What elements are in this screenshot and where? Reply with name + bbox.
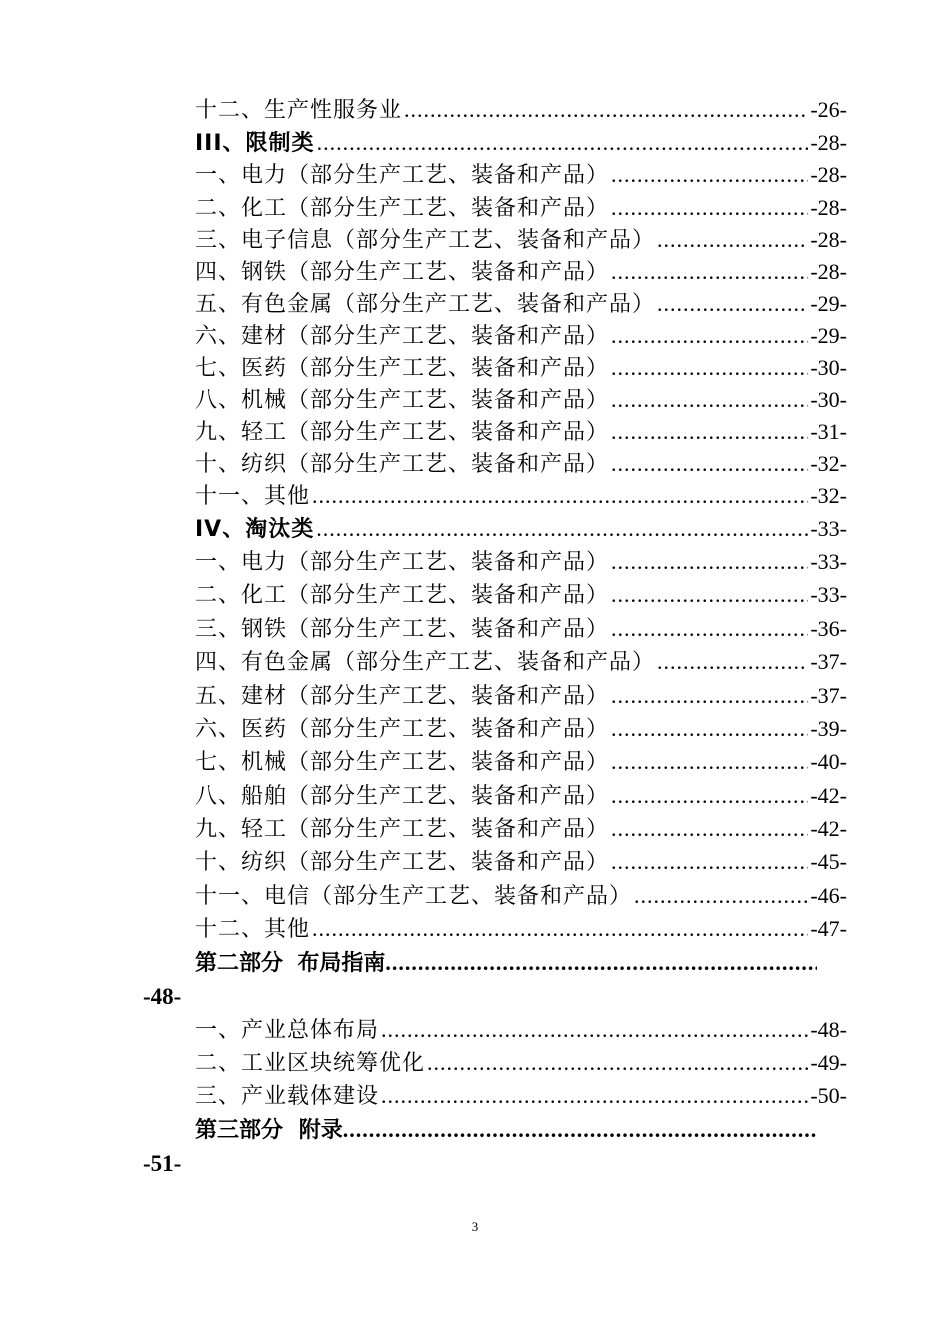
toc-entry[interactable]	[195, 480, 847, 512]
toc-entry-page: -40-	[810, 749, 847, 774]
toc-leader-dots	[427, 1047, 808, 1079]
toc-entry[interactable]	[195, 813, 847, 845]
toc-entry-page: -37-	[810, 683, 847, 708]
toc-leader-dots	[611, 448, 808, 480]
toc-entry[interactable]	[195, 579, 847, 611]
toc-entry-label: 二、工业区块统筹优化	[195, 1051, 426, 1076]
toc-entry-label: 十一、其他	[195, 484, 311, 509]
toc-leader-dots	[312, 913, 808, 945]
toc-leader-dots	[611, 680, 808, 712]
toc-entry-label: 十一、电信（部分生产工艺、装备和产品）	[195, 884, 633, 909]
toc-part-label: 第二部分	[195, 951, 284, 976]
toc-entry-page: -30-	[810, 387, 847, 412]
toc-entry[interactable]	[195, 384, 847, 416]
toc-entry-page: -33-	[810, 549, 847, 574]
toc-entry[interactable]	[195, 352, 847, 384]
toc-entry-page: -37-	[810, 649, 847, 674]
toc-part-heading[interactable]	[195, 946, 817, 980]
toc-entry-page: -47-	[810, 916, 847, 941]
toc-entry-label: 三、电子信息（部分生产工艺、装备和产品）	[195, 228, 656, 253]
toc-entry-label: 四、有色金属（部分生产工艺、装备和产品）	[195, 650, 656, 675]
toc-leader-dots	[385, 946, 817, 980]
toc-entry-page: -46-	[810, 883, 847, 908]
toc-entry-label: 二、化工（部分生产工艺、装备和产品）	[195, 196, 610, 221]
toc-entry-page: -42-	[810, 816, 847, 841]
toc-entry-label: 九、轻工（部分生产工艺、装备和产品）	[195, 420, 610, 445]
toc-entry-page: -42-	[810, 783, 847, 808]
toc-section-heading[interactable]	[195, 513, 847, 545]
toc-entry-page: -49-	[810, 1050, 847, 1075]
toc-leader-dots	[657, 288, 808, 320]
toc-entry[interactable]	[195, 1014, 847, 1046]
toc-leader-dots	[611, 846, 808, 878]
toc-entry[interactable]	[195, 288, 847, 320]
toc-entry-label: 一、产业总体布局	[195, 1018, 380, 1043]
toc-entry-label: 五、建材（部分生产工艺、装备和产品）	[195, 684, 610, 709]
toc-entry[interactable]	[195, 746, 847, 778]
toc-entry-page: -28-	[810, 227, 847, 252]
toc-leader-dots	[611, 256, 808, 288]
toc-entry-page: -28-	[810, 130, 847, 155]
toc-entry-page: -33-	[810, 582, 847, 607]
toc-entry-page: -45-	[810, 849, 847, 874]
toc-leader-dots	[611, 384, 808, 416]
toc-entry-label: 四、钢铁（部分生产工艺、装备和产品）	[195, 260, 610, 285]
toc-part-page: -48-	[143, 984, 182, 1009]
toc-leader-dots	[316, 513, 808, 545]
toc-entry-page: -31-	[810, 419, 847, 444]
toc-leader-dots	[312, 480, 808, 512]
toc-entry[interactable]	[195, 646, 847, 678]
toc-leader-dots	[611, 746, 808, 778]
toc-entry-label: 一、电力（部分生产工艺、装备和产品）	[195, 550, 610, 575]
toc-leader-dots	[381, 1080, 808, 1112]
toc-entry[interactable]	[195, 546, 847, 578]
toc-entry-page: -39-	[810, 716, 847, 741]
toc-entry-label: 十二、生产性服务业	[195, 98, 403, 123]
toc-entry-label: 一、电力（部分生产工艺、装备和产品）	[195, 163, 610, 188]
toc-entry[interactable]	[195, 256, 847, 288]
toc-leader-dots	[657, 646, 808, 678]
toc-entry[interactable]	[195, 1047, 847, 1079]
toc-part-label: 第三部分	[195, 1118, 284, 1143]
toc-leader-dots	[343, 1113, 817, 1147]
toc-entry[interactable]	[195, 680, 847, 712]
toc-entry-page: -28-	[810, 259, 847, 284]
toc-entry-label: III、限制类	[195, 131, 315, 156]
toc-entry-label: 六、医药（部分生产工艺、装备和产品）	[195, 717, 610, 742]
toc-entry-label: 十、纺织（部分生产工艺、装备和产品）	[195, 850, 610, 875]
toc-entry[interactable]	[195, 159, 847, 191]
toc-entry[interactable]	[195, 913, 847, 945]
toc-entry[interactable]	[195, 1080, 847, 1112]
toc-entry-page: -29-	[810, 323, 847, 348]
toc-entry[interactable]	[195, 94, 847, 126]
toc-part-title: 附录	[298, 1118, 343, 1143]
toc-leader-dots	[611, 713, 808, 745]
toc-entry-page: -28-	[810, 162, 847, 187]
toc-entry-page: -26-	[810, 97, 847, 122]
toc-leader-dots	[657, 224, 808, 256]
toc-entry-page: -32-	[810, 451, 847, 476]
toc-leader-dots	[404, 94, 808, 126]
toc-entry[interactable]	[195, 846, 847, 878]
toc-entry-page: -30-	[810, 355, 847, 380]
toc-entry-page: -32-	[810, 483, 847, 508]
toc-entry[interactable]	[195, 448, 847, 480]
toc-leader-dots	[317, 127, 809, 159]
toc-leader-dots	[611, 613, 808, 645]
toc-part-heading[interactable]	[195, 1113, 817, 1147]
toc-entry-label: 十、纺织（部分生产工艺、装备和产品）	[195, 452, 610, 477]
toc-leader-dots	[611, 320, 808, 352]
toc-entry-label: 七、机械（部分生产工艺、装备和产品）	[195, 750, 610, 775]
toc-part-page: -51-	[143, 1151, 182, 1176]
toc-entry-label: 八、船舶（部分生产工艺、装备和产品）	[195, 784, 610, 809]
toc-entry-label: 七、医药（部分生产工艺、装备和产品）	[195, 356, 610, 381]
toc-entry-label: IV、淘汰类	[195, 517, 315, 542]
toc-leader-dots	[611, 546, 808, 578]
toc-entry-label: 八、机械（部分生产工艺、装备和产品）	[195, 388, 610, 413]
toc-entry[interactable]	[195, 713, 847, 745]
toc-entry-page: -48-	[810, 1017, 847, 1042]
toc-entry-label: 六、建材（部分生产工艺、装备和产品）	[195, 324, 610, 349]
toc-entry-page: -33-	[810, 516, 847, 541]
toc-entry-page: -29-	[810, 291, 847, 316]
toc-entry-page: -36-	[810, 616, 847, 641]
toc-leader-dots	[611, 416, 808, 448]
toc-entry[interactable]	[195, 880, 847, 912]
toc-part-title: 布局指南	[297, 951, 386, 976]
toc-entry-label: 十二、其他	[195, 917, 311, 942]
toc-entry[interactable]	[195, 780, 847, 812]
page-number: 3	[471, 1219, 479, 1234]
toc-entry-label: 三、产业载体建设	[195, 1084, 380, 1109]
toc-entry[interactable]	[195, 192, 847, 224]
toc-leader-dots	[611, 813, 808, 845]
toc-entry[interactable]	[195, 320, 847, 352]
toc-leader-dots	[611, 352, 808, 384]
toc-entry-page: -50-	[810, 1083, 847, 1108]
toc-entry-label: 三、钢铁（部分生产工艺、装备和产品）	[195, 617, 610, 642]
toc-entry[interactable]	[195, 224, 847, 256]
toc-entry[interactable]	[195, 613, 847, 645]
toc-entry-label: 九、轻工（部分生产工艺、装备和产品）	[195, 817, 610, 842]
toc-leader-dots	[611, 579, 808, 611]
toc-entry-page: -28-	[810, 195, 847, 220]
toc-leader-dots	[611, 159, 808, 191]
toc-leader-dots	[611, 780, 808, 812]
toc-entry-label: 五、有色金属（部分生产工艺、装备和产品）	[195, 292, 656, 317]
toc-section-heading[interactable]	[195, 127, 847, 159]
toc-leader-dots	[611, 192, 808, 224]
toc-entry-label: 二、化工（部分生产工艺、装备和产品）	[195, 583, 610, 608]
toc-leader-dots	[381, 1014, 808, 1046]
toc-leader-dots	[634, 880, 808, 912]
toc-entry[interactable]	[195, 416, 847, 448]
